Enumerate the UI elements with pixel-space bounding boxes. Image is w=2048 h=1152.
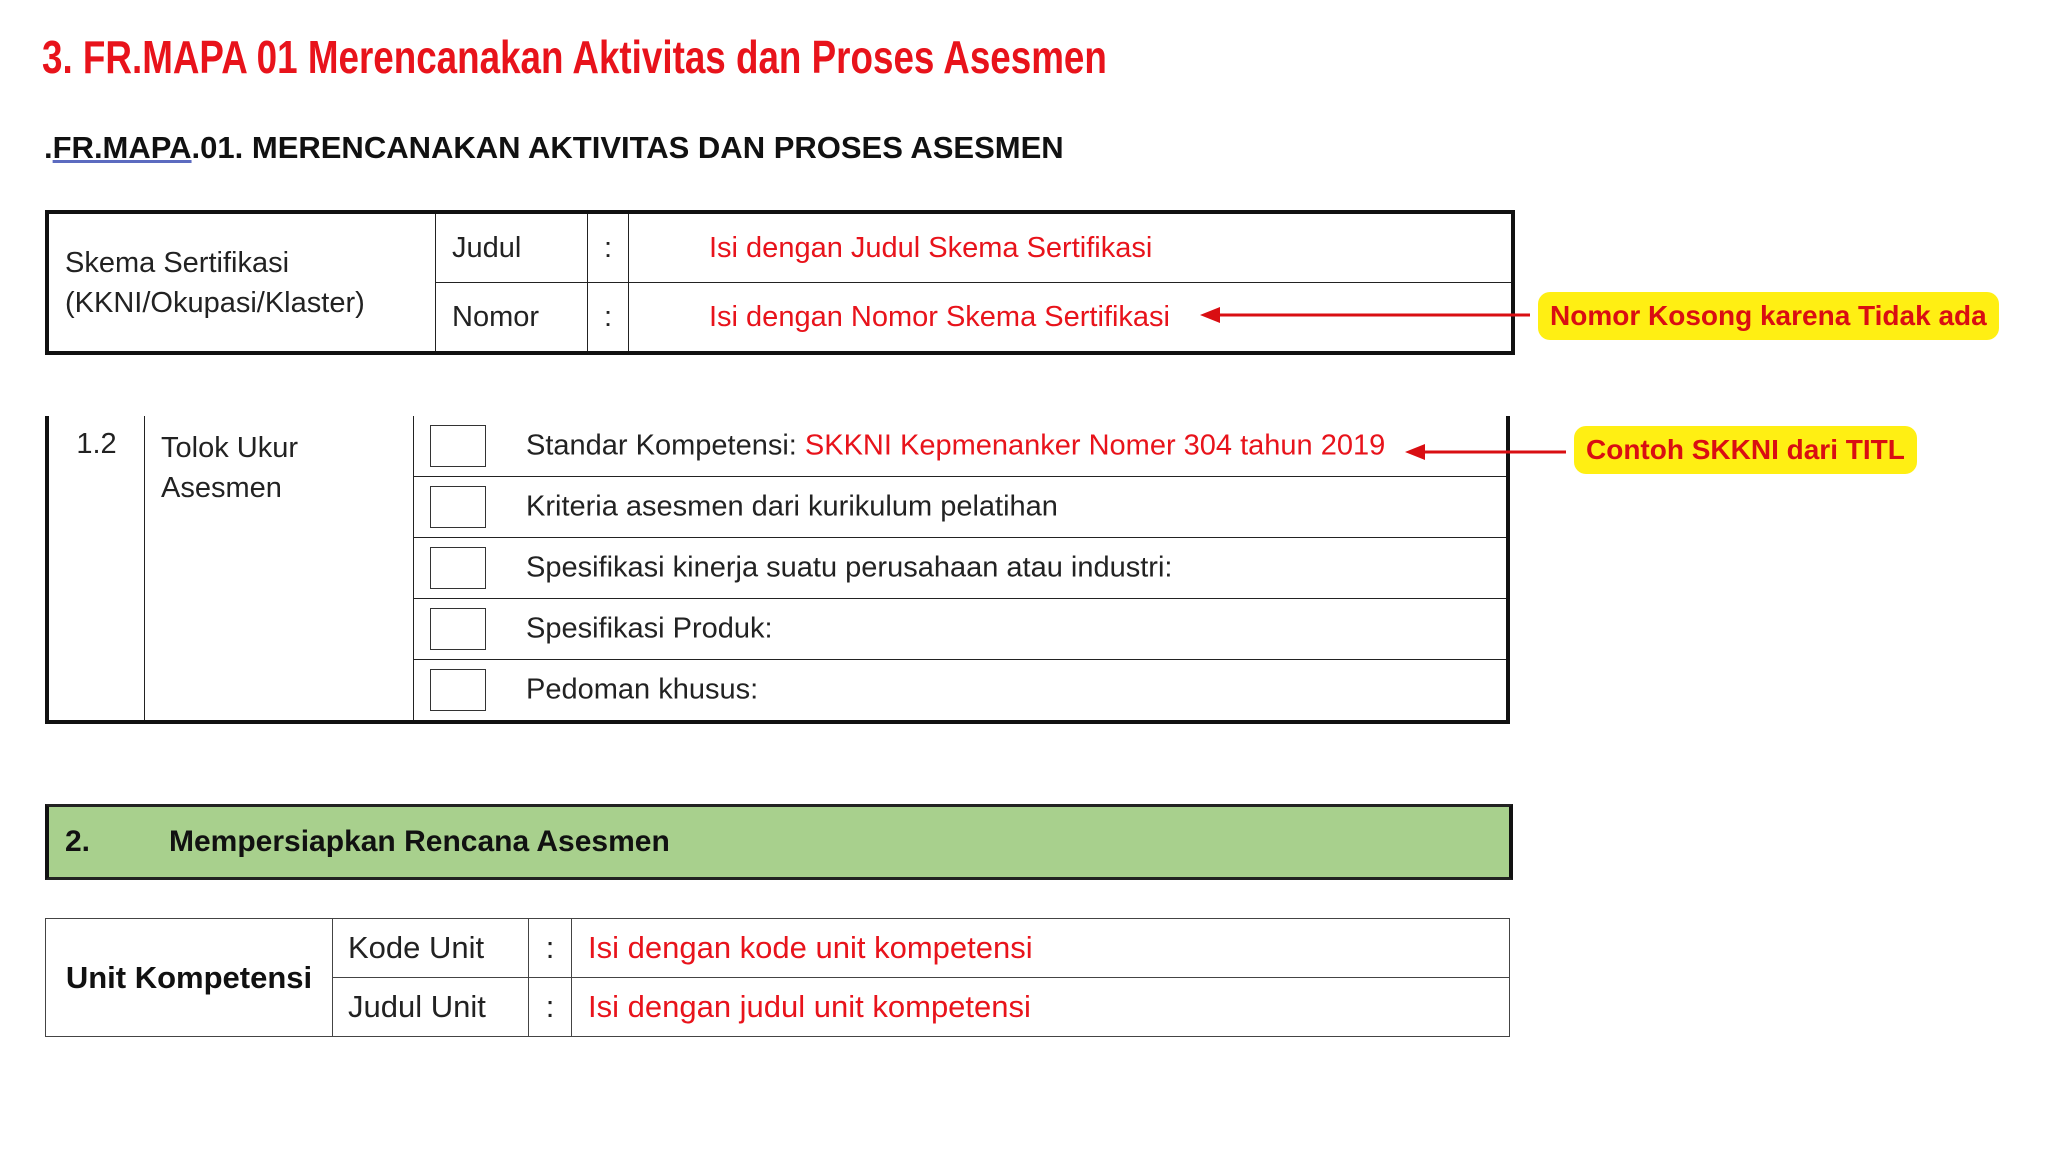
judul-value-field[interactable]: Isi dengan Judul Skema Sertifikasi [629, 212, 1514, 283]
colon: : [588, 283, 629, 354]
tolok-label-line2: Asesmen [161, 472, 282, 504]
judul-unit-field[interactable]: Isi dengan judul unit kompetensi [572, 978, 1510, 1037]
item-text: Kriteria asesmen dari kurikulum pelatihan [526, 490, 1058, 523]
subtitle-underlined: FR.MAPA [52, 130, 192, 165]
unit-kompetensi-table [45, 918, 1510, 1037]
unit-kompetensi-label: Unit Kompetensi [46, 919, 333, 1037]
row-number: 1.2 [47, 416, 145, 722]
judul-unit-label: Judul Unit [333, 978, 529, 1037]
subtitle-rest: .01. MERENCANAKAN AKTIVITAS DAN PROSES ASESMEN [191, 130, 1064, 165]
checkbox-standar[interactable] [430, 425, 486, 467]
nomor-value-field[interactable]: Isi dengan Nomor Skema Sertifikasi [629, 283, 1514, 354]
tolok-ukur-table [45, 416, 1510, 724]
item-text: Spesifikasi Produk: [526, 612, 773, 645]
checkbox-pedoman[interactable] [430, 669, 486, 711]
section-title: Mempersiapkan Rencana Asesmen [169, 825, 670, 858]
colon: : [529, 978, 572, 1037]
skema-label-line2: (KKNI/Okupasi/Klaster) [65, 286, 365, 319]
skema-table [45, 210, 1515, 355]
table-row [47, 416, 1508, 477]
list-item [414, 538, 1509, 599]
list-item [414, 660, 1509, 723]
kode-unit-label: Kode Unit [333, 919, 529, 978]
item-text: Spesifikasi kinerja suatu perusahaan atau industri: [526, 551, 1173, 584]
form-subtitle [44, 130, 1064, 166]
colon: : [588, 212, 629, 283]
callout-contoh-skkni: Contoh SKKNI dari TITL [1574, 426, 1917, 474]
section-number: 2. [65, 825, 91, 858]
checkbox-spesifikasi-kinerja[interactable] [430, 547, 486, 589]
skema-label-line1: Skema Sertifikasi [65, 246, 290, 279]
colon: : [529, 919, 572, 978]
checkbox-spesifikasi-produk[interactable] [430, 608, 486, 650]
nomor-label: Nomor [436, 283, 588, 354]
tolok-ukur-label [145, 416, 414, 722]
tolok-label-line1: Tolok Ukur [161, 432, 298, 464]
item-text: Pedoman khusus: [526, 673, 759, 706]
checkbox-kriteria[interactable] [430, 486, 486, 528]
section-2-header [45, 804, 1513, 880]
item-text: Standar Kompetensi: [526, 429, 805, 462]
judul-label: Judul [436, 212, 588, 283]
list-item [414, 477, 1509, 538]
table-row [46, 919, 1510, 978]
callout-nomor-kosong: Nomor Kosong karena Tidak ada [1538, 292, 1999, 340]
kode-unit-field[interactable]: Isi dengan kode unit kompetensi [572, 919, 1510, 978]
list-item [414, 599, 1509, 660]
main-title: 3. FR.MAPA 01 Merencanakan Aktivitas dan Proses Asesmen [42, 31, 1107, 83]
table-row [47, 212, 1513, 283]
list-item [414, 416, 1509, 477]
skema-label-cell [47, 212, 436, 353]
skkni-highlight: SKKNI Kepmenanker Nomer 304 tahun 2019 [804, 429, 1386, 462]
subtitle-prefix: . [44, 130, 53, 165]
